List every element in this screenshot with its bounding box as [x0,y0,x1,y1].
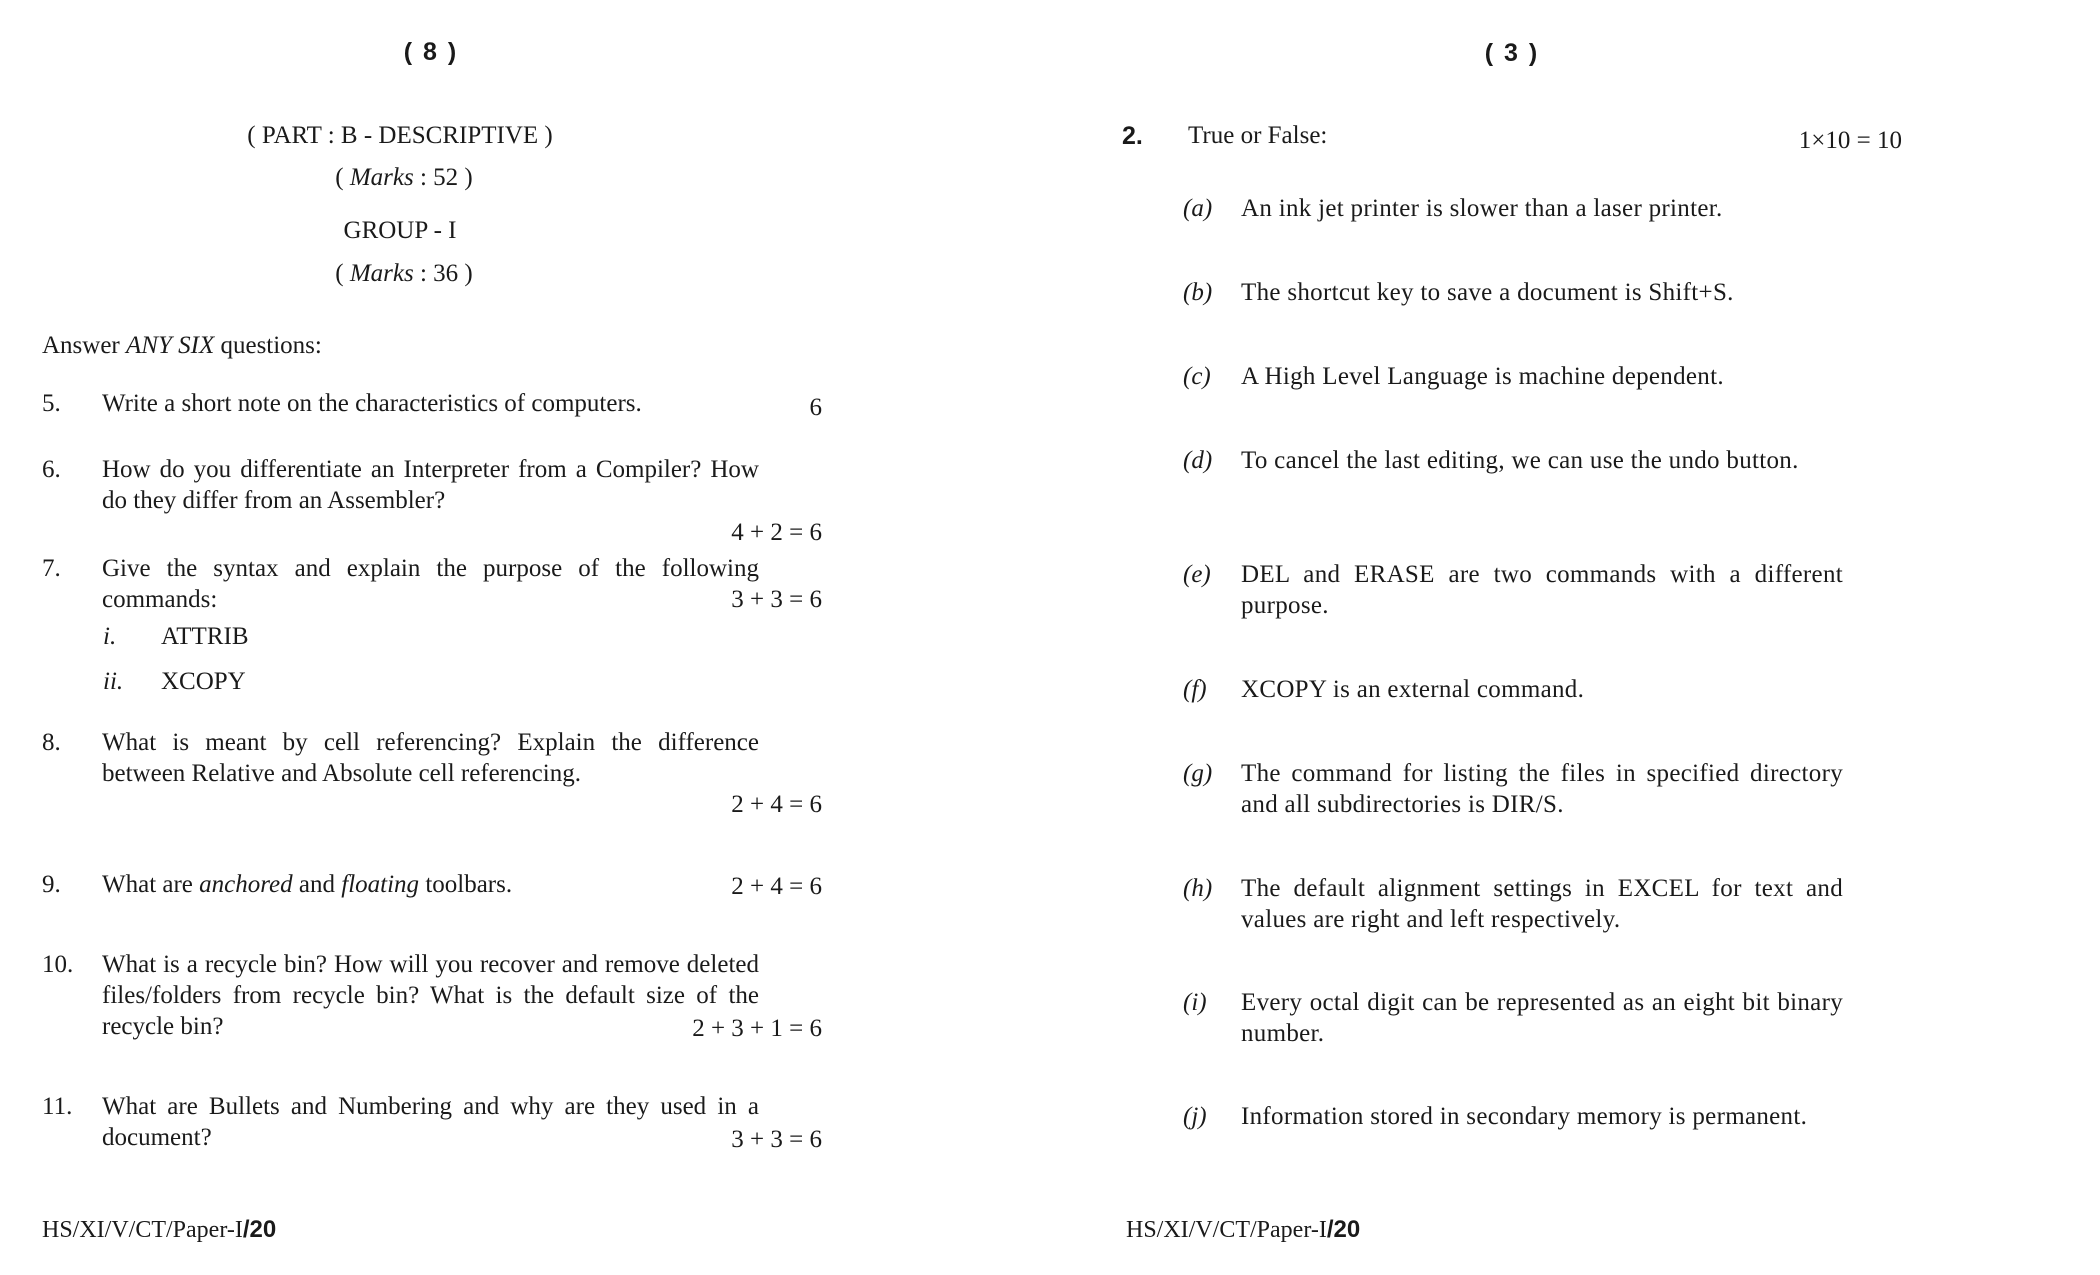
part-marks: ( Marks : 52 ) [335,164,473,191]
tf-item-f: (f) XCOPY is an external command. [1183,676,1585,703]
question-7: 7. Give the syntax and explain the purpose of the following commands: 3 + 3 = 6 [42,555,822,613]
instruction: Answer ANY SIX questions: [42,332,322,359]
marks: 3 + 3 = 6 [731,1126,822,1153]
group-marks: ( Marks : 36 ) [335,260,473,287]
question-title: True or False: [1188,122,1328,149]
tf-item-b: (b) The shortcut key to save a document is Shift+S. [1183,279,1734,306]
tf-item-d: (d) To cancel the last editing, we can use the undo button. [1183,447,1799,474]
tf-item-a: (a) An ink jet printer is slower than a laser printer. [1183,195,1723,222]
part-title: ( PART : B - DESCRIPTIVE ) [247,122,553,149]
question-8: 8. What is meant by cell referencing? Explain the difference between Relative and Absolute cell referencing. 2 + 4 = 6 [42,729,822,818]
marks: 6 [809,394,822,421]
page-number: ( 3 ) [1484,39,1540,67]
footer-code: HS/XI/V/CT/Paper-I/20 [42,1216,277,1243]
question-number: 2. [1122,122,1143,150]
tf-item-e: (e) DEL and ERASE are two commands with a different purpose. [1183,561,1843,619]
subitem-i: i. ATTRIB [103,623,249,650]
question-marks: 1×10 = 10 [1798,127,1902,154]
marks: 4 + 2 = 6 [731,519,822,546]
footer-code: HS/XI/V/CT/Paper-I/20 [1126,1216,1361,1243]
question-9: 9. What are anchored and floating toolbars. 2 + 4 = 6 [42,871,822,900]
question-10: 10. What is a recycle bin? How will you recover and remove deleted files/folders from recycle bin? What is the default size of the recycle bin? 2 + 3 + 1 = 6 [42,951,822,1042]
marks: 2 + 3 + 1 = 6 [692,1015,822,1042]
tf-item-c: (c) A High Level Language is machine dependent. [1183,363,1724,390]
question-5: 5. Write a short note on the characteristics of computers. 6 [42,390,822,421]
marks: 2 + 4 = 6 [731,873,822,900]
tf-item-i: (i) Every octal digit can be represented as an eight bit binary number. [1183,989,1843,1047]
question-6: 6. How do you differentiate an Interpreter from a Compiler? How do they differ from an Assembler? 4 + 2 = 6 [42,456,822,546]
subitem-ii: ii. XCOPY [103,668,246,695]
tf-item-j: (j) Information stored in secondary memory is permanent. [1183,1103,1808,1130]
marks: 2 + 4 = 6 [731,791,822,818]
page-number: ( 8 ) [403,38,459,66]
marks: 3 + 3 = 6 [731,586,822,613]
tf-item-g: (g) The command for listing the files in specified directory and all subdirectories is DIR/S. [1183,760,1843,818]
tf-item-h: (h) The default alignment settings in EXCEL for text and values are right and left respectively. [1183,875,1843,933]
group-title: GROUP - I [343,217,457,244]
question-11: 11. What are Bullets and Numbering and why are they used in a document? 3 + 3 = 6 [42,1093,822,1153]
